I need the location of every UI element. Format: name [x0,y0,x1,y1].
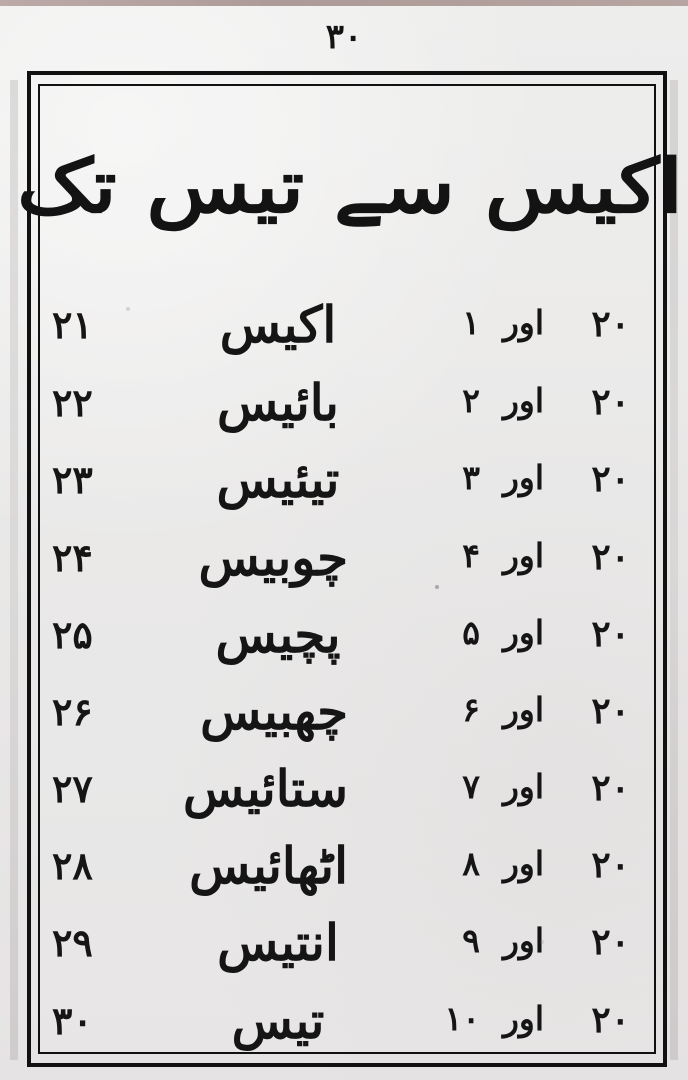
conjunction: اور [502,536,544,575]
base-number: ۲۰ [591,999,630,1041]
added-number: ۲ [462,381,480,420]
list-item [46,679,650,749]
added-number: ۸ [462,844,480,883]
top-edge [0,0,688,6]
result-number: ۳۰ [52,998,93,1043]
added-number: ۷ [462,767,480,806]
print-speck [540,940,544,944]
conjunction: اور [502,381,544,420]
added-number: ۶ [462,690,480,729]
number-word: اکیس [219,295,337,354]
print-speck [126,307,130,311]
conjunction: اور [502,690,544,729]
page-title: اکیس سے تیس تک [16,144,684,230]
conjunction: اور [502,458,544,497]
conjunction: اور [502,844,544,883]
list-item [46,292,650,362]
result-number: ۲۳ [52,457,93,502]
conjunction: اور [502,921,544,960]
base-number: ۲۰ [591,921,630,963]
conjunction: اور [502,303,544,342]
page-number: ۳۰ [325,17,363,57]
list-item [46,910,650,980]
result-number: ۲۸ [52,843,93,888]
base-number: ۲۰ [591,844,630,886]
number-word: چھبیس [200,682,348,741]
print-speck [435,585,439,589]
conjunction: اور [502,767,544,806]
added-number: ۳ [462,458,480,497]
number-word: انتیس [217,913,339,972]
result-number: ۲۶ [52,689,93,734]
number-word: ستائیس [183,759,348,818]
list-item [46,370,650,440]
base-number: ۲۰ [591,536,630,578]
added-number: ۱۰ [444,999,480,1038]
result-number: ۲۵ [52,612,93,657]
base-number: ۲۰ [591,767,630,809]
result-number: ۲۲ [52,380,93,425]
added-number: ۴ [462,536,480,575]
number-word: بائیس [217,373,339,432]
base-number: ۲۰ [591,613,630,655]
result-number: ۲۷ [52,766,93,811]
added-number: ۹ [462,921,480,960]
result-number: ۲۴ [52,535,93,580]
list-item [46,525,650,595]
list-item [46,602,650,672]
conjunction: اور [502,999,544,1038]
number-word: اٹھائیس [189,836,348,895]
list-item [46,988,650,1058]
added-number: ۱ [462,303,480,342]
base-number: ۲۰ [591,690,630,732]
list-item [46,833,650,903]
list-item [46,447,650,517]
number-word: پچیس [215,605,341,664]
base-number: ۲۰ [591,458,630,500]
result-number: ۲۱ [52,302,93,347]
result-number: ۲۹ [52,920,93,965]
base-number: ۲۰ [591,381,630,423]
list-item [46,756,650,826]
conjunction: اور [502,613,544,652]
number-word: چوبیس [198,528,348,587]
number-word: تیئیس [216,450,340,509]
added-number: ۵ [462,613,480,652]
base-number: ۲۰ [591,303,630,345]
number-word: تیس [231,991,325,1050]
